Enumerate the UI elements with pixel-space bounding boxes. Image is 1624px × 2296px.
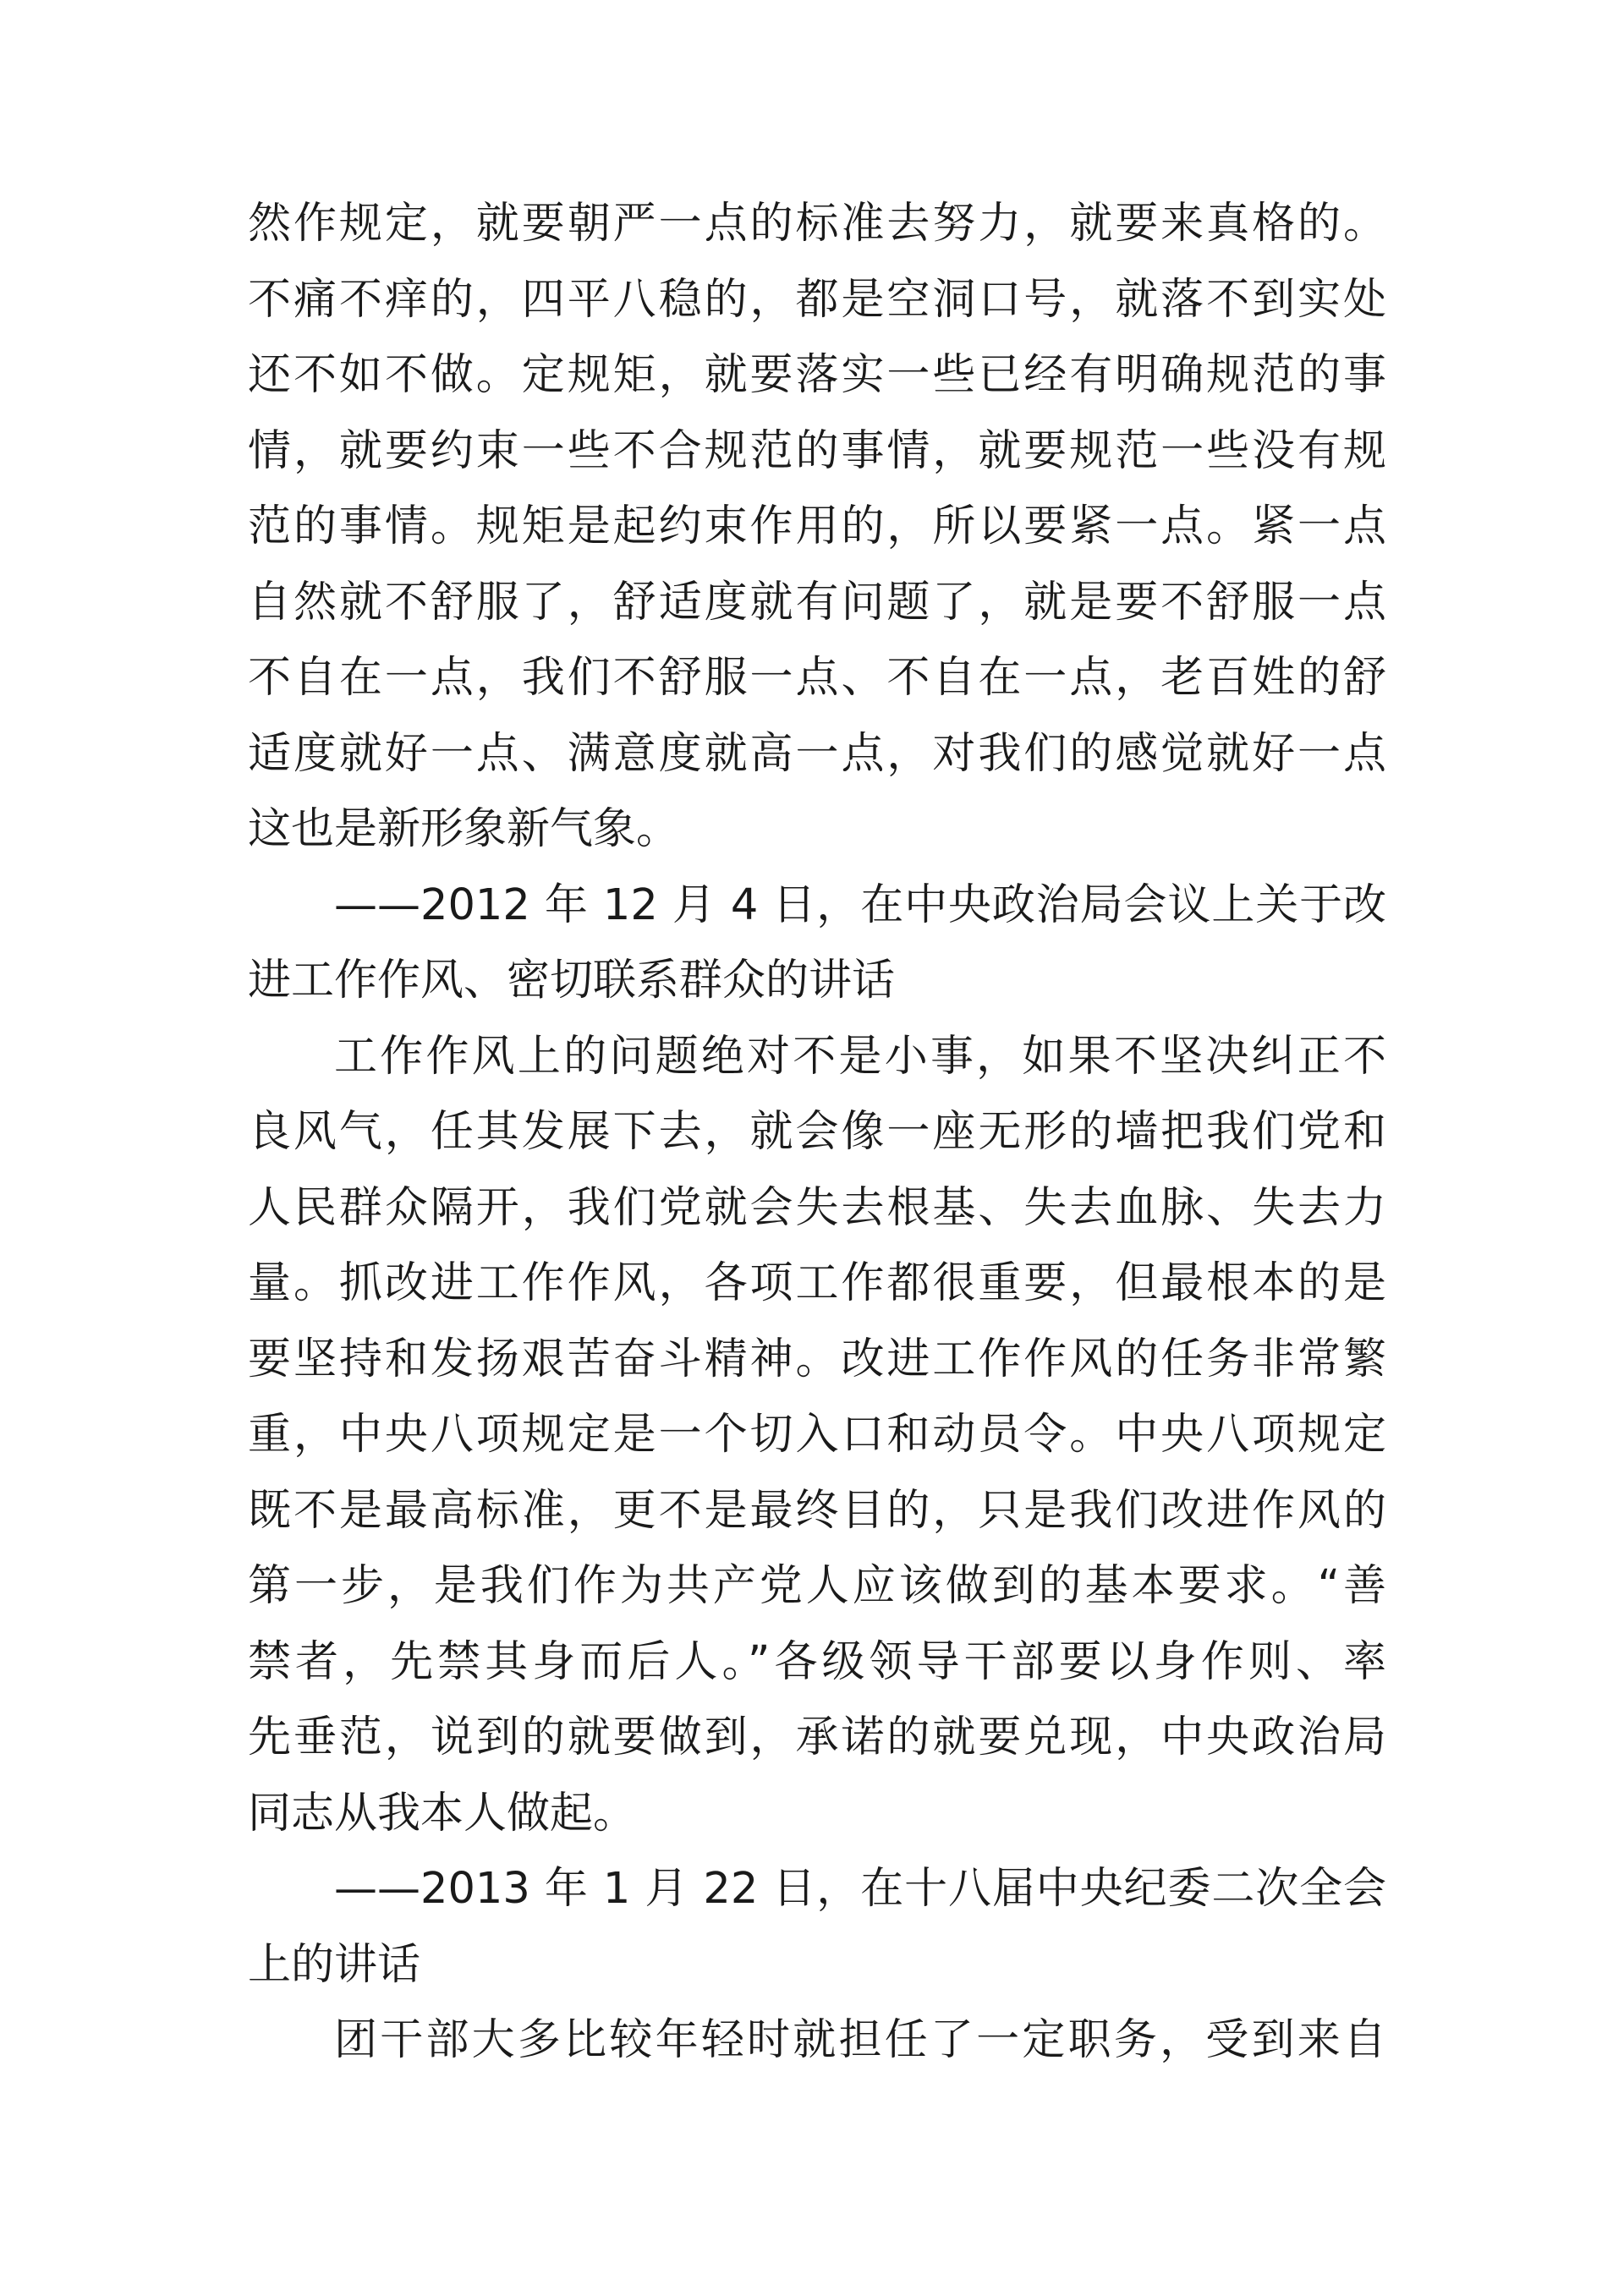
text-line-20: 禁者，先禁其身而后人。”各级领导干部要以身作则、率: [248, 1636, 1386, 1687]
citation-line-02: 进工作作风、密切联系群众的讲话: [248, 956, 896, 1006]
text-line-22: 同志从我本人做起。: [248, 1788, 637, 1838]
text-line-02: 不痛不痒的，四平八稳的，都是空洞口号，就落不到实处: [248, 274, 1386, 325]
text-line-12: 工作作风上的问题绝对不是小事，如果不坚决纠正不: [334, 1031, 1386, 1082]
text-line-14: 人民群众隔开，我们党就会失去根基、失去血脉、失去力: [248, 1182, 1386, 1233]
text-line-05: 范的事情。规矩是起约束作用的，所以要紧一点。紧一点: [248, 501, 1386, 551]
text-line-06: 自然就不舒服了，舒适度就有问题了，就是要不舒服一点: [248, 577, 1386, 627]
text-line-07: 不自在一点，我们不舒服一点、不自在一点，老百姓的舒: [248, 653, 1386, 703]
text-line-18: 既不是最高标准，更不是最终目的，只是我们改进作风的: [248, 1485, 1386, 1536]
text-line-01: 然作规定，就要朝严一点的标准去努力，就要来真格的。: [248, 199, 1386, 249]
document-body: [248, 186, 1386, 2079]
text-line-13: 良风气，任其发展下去，就会像一座无形的墙把我们党和: [248, 1107, 1386, 1157]
citation-line-03: ——2013 年 1 月 22 日，在十八届中央纪委二次全会: [334, 1864, 1386, 1914]
text-line-21: 先垂范，说到的就要做到，承诺的就要兑现，中央政治局: [248, 1712, 1386, 1762]
citation-line-01: ——2012 年 12 月 4 日，在中央政治局会议上关于改: [334, 879, 1386, 930]
text-line-08: 适度就好一点、满意度就高一点，对我们的感觉就好一点: [248, 728, 1386, 779]
text-line-25: 团干部大多比较年轻时就担任了一定职务，受到来自: [334, 2015, 1386, 2065]
text-line-17: 重，中央八项规定是一个切入口和动员令。中央八项规定: [248, 1410, 1386, 1460]
text-line-09: 这也是新形象新气象。: [248, 804, 680, 854]
text-line-15: 量。抓改进工作作风，各项工作都很重要，但最根本的是: [248, 1258, 1386, 1308]
text-line-03: 还不如不做。定规矩，就要落实一些已经有明确规范的事: [248, 350, 1386, 400]
text-line-04: 情，就要约束一些不合规范的事情，就要规范一些没有规: [248, 425, 1386, 476]
text-line-16: 要坚持和发扬艰苦奋斗精神。改进工作作风的任务非常繁: [248, 1334, 1386, 1384]
text-line-19: 第一步，是我们作为共产党人应该做到的基本要求。“善: [248, 1561, 1386, 1611]
citation-line-04: 上的讲话: [248, 1939, 421, 1990]
